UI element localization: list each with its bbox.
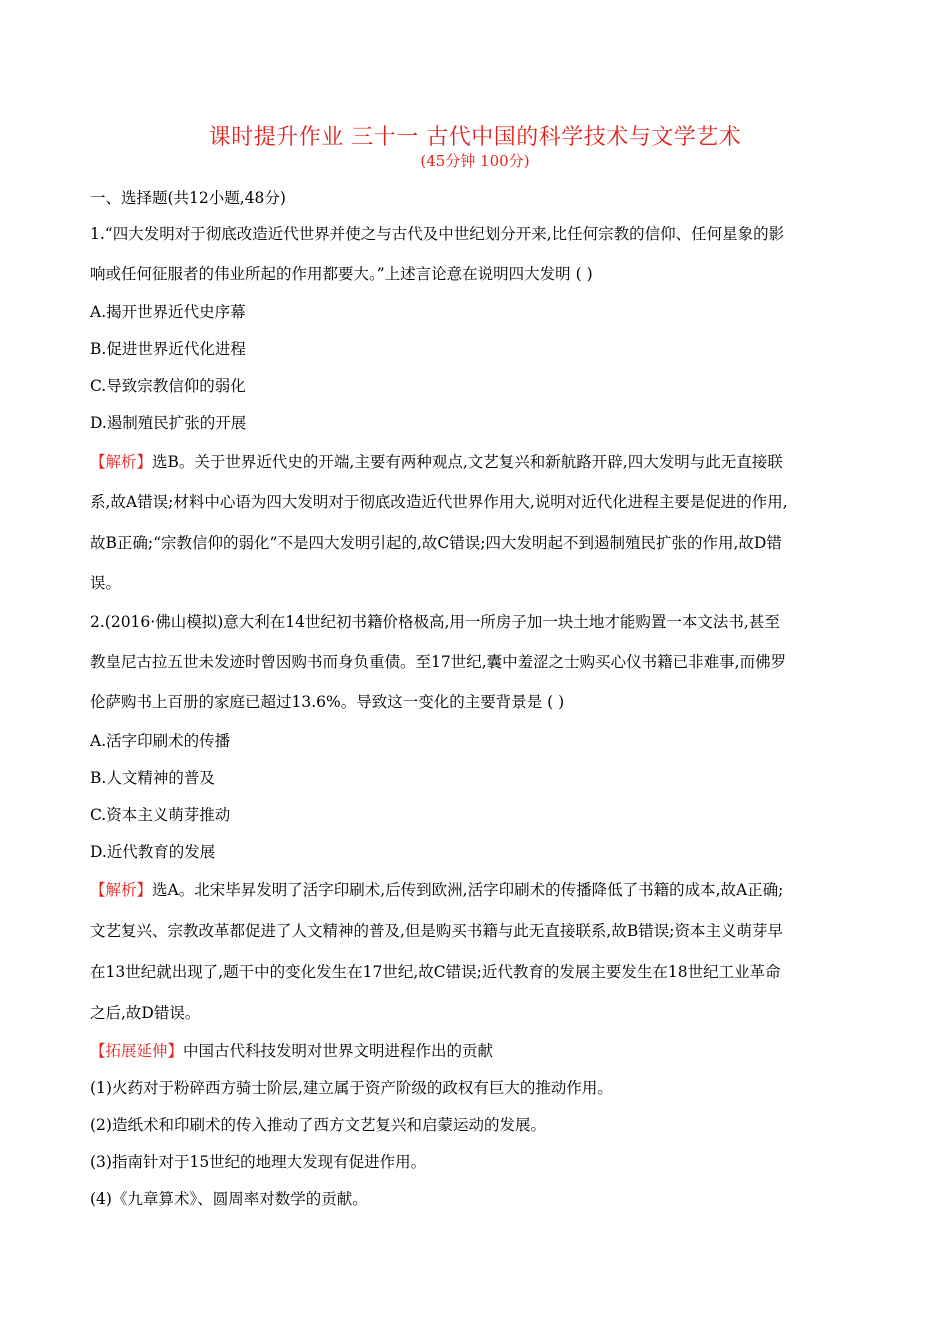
page-subtitle: (45分钟 100分) [420, 152, 530, 170]
extension-heading-text: 中国古代科技发明对世界文明进程作出的贡献 [183, 1042, 494, 1060]
q2-analysis-line: 在13世纪就出现了,题干中的变化发生在17世纪,故C错误;近代教育的发展主要发生在18世纪工业革命 [90, 963, 781, 981]
q1-option-b: B.促进世界近代化进程 [90, 340, 246, 358]
q2-analysis-line [90, 878, 870, 900]
q1-analysis-line [90, 450, 870, 472]
q1-stem-line: 1.“四大发明对于彻底改造近代世界并使之与古代及中世纪划分开来,比任何宗教的信仰、任何星象的影 [90, 225, 785, 243]
analysis-text: 选B。关于世界近代史的开端,主要有两种观点,文艺复兴和新航路开辟,四大发明与此无直接联 [152, 453, 783, 471]
extension-item: (1)火药对于粉碎西方骑士阶层,建立属于资产阶级的政权有巨大的推动作用。 [90, 1079, 613, 1097]
extension-item: (3)指南针对于15世纪的地理大发现有促进作用。 [90, 1153, 427, 1171]
q2-option-c: C.资本主义萌芽推动 [90, 806, 231, 824]
extension-item: (4)《九章算术》、圆周率对数学的贡献。 [90, 1190, 368, 1208]
q1-analysis-line: 系,故A错误;材料中心语为四大发明对于彻底改造近代世界作用大,说明对近代化进程主要是促进的作用, [90, 493, 788, 511]
section-heading: 一、选择题(共12小题,48分) [90, 189, 286, 207]
q1-stem-line: 响或任何征服者的伟业所起的作用都要大。”上述言论意在说明四大发明 ( ) [90, 265, 593, 283]
analysis-tag: 【解析】 [90, 453, 153, 471]
q1-option-c: C.导致宗教信仰的弱化 [90, 377, 246, 395]
extension-tag: 【拓展延伸】 [90, 1042, 184, 1060]
q2-stem-line: 2.(2016·佛山模拟)意大利在14世纪初书籍价格极高,用一所房子加一块土地才能购置一本文法书,甚至 [90, 613, 780, 631]
analysis-tag: 【解析】 [90, 881, 153, 899]
q2-stem-line: 伦萨购书上百册的家庭已超过13.6%。导致这一变化的主要背景是 ( ) [90, 693, 565, 711]
q1-analysis-line: 误。 [90, 574, 122, 592]
q2-stem-line: 教皇尼古拉五世未发迹时曾因购书而身负重债。至17世纪,囊中羞涩之士购买心仪书籍已非难事,而佛罗 [90, 653, 787, 671]
analysis-text: 选A。北宋毕昇发明了活字印刷术,后传到欧洲,活字印刷术的传播降低了书籍的成本,故A正确; [152, 881, 784, 899]
extension-item: (2)造纸术和印刷术的传入推动了西方文艺复兴和启蒙运动的发展。 [90, 1116, 546, 1134]
q2-analysis-line: 文艺复兴、宗教改革都促进了人文精神的普及,但是购买书籍与此无直接联系,故B错误;资本主义萌芽早 [90, 922, 783, 940]
q2-option-d: D.近代教育的发展 [90, 843, 216, 861]
q2-option-a: A.活字印刷术的传播 [90, 732, 231, 750]
q1-analysis-line: 故B正确;“宗教信仰的弱化”不是四大发明引起的,故C错误;四大发明起不到遏制殖民扩张的作用,故D错 [90, 534, 782, 552]
q1-option-d: D.遏制殖民扩张的开展 [90, 414, 247, 432]
q1-option-a: A.揭开世界近代史序幕 [90, 303, 246, 321]
page-title: 课时提升作业 三十一 古代中国的科学技术与文学艺术 [208, 125, 742, 150]
q2-option-b: B.人文精神的普及 [90, 769, 215, 787]
extension-heading [90, 1039, 870, 1061]
q2-analysis-line: 之后,故D错误。 [90, 1004, 201, 1022]
